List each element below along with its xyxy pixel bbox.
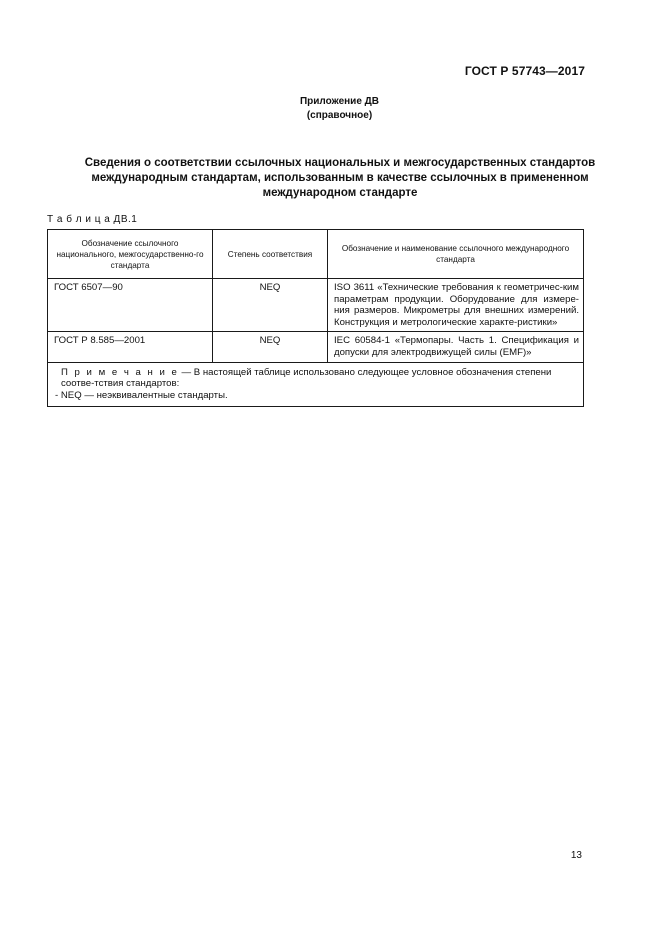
cell-international-standard: IEC 60584-1 «Термопары. Часть 1. Спецификация и допуски для электродвижущей силы (EMF)» — [328, 332, 584, 362]
note-item: - NEQ — неэквивалентные стандарты. — [55, 390, 228, 402]
section-title-line: международном стандарте — [262, 187, 418, 199]
note-paragraph — [55, 367, 577, 391]
table-caption: Т а б л и ц а ДВ.1 — [47, 214, 138, 225]
table-header-row — [48, 230, 584, 279]
appendix-subtitle: (справочное) — [306, 110, 373, 121]
table-note — [48, 362, 584, 406]
page-number: 13 — [570, 850, 582, 861]
cell-degree: NEQ — [213, 332, 328, 362]
table-row — [48, 332, 584, 362]
table-row — [48, 279, 584, 332]
cell-designation: ГОСТ Р 8.585—2001 — [48, 332, 213, 362]
header-name: Обозначение и наименование ссылочного международного стандарта — [328, 230, 584, 279]
cell-degree: NEQ — [213, 279, 328, 332]
appendix-heading — [0, 95, 661, 123]
cell-designation: ГОСТ 6507—90 — [48, 279, 213, 332]
section-title-line: Сведения о соответствии ссылочных национальных и межгосударственных стандартов — [84, 157, 596, 169]
standards-correspondence-table — [47, 229, 584, 407]
table-note-row — [48, 362, 584, 406]
note-label: П р и м е ч а н и е — [61, 366, 179, 378]
appendix-title: Приложение ДВ — [299, 96, 380, 107]
section-title-line: международным стандартам, использованным в качестве ссылочных в примененном — [91, 172, 589, 184]
section-title — [55, 156, 625, 201]
header-degree: Степень соответствия — [213, 230, 328, 279]
cell-international-standard: ISO 3611 «Технические требования к геометричес-ким параметрам продукции. Оборудование для измере-ния размеров. Микрометры для внешних измерений. Конструкция и метрологические характе-ристики» — [328, 279, 584, 332]
note-text: — В настоящей таблице использовано следующее условное обозначения степени соотве-тствия стандартов: — [61, 366, 552, 390]
document-number: ГОСТ Р 57743—2017 — [464, 64, 585, 78]
header-designation: Обозначение ссылочного национального, межгосударственно-го стандарта — [48, 230, 213, 279]
